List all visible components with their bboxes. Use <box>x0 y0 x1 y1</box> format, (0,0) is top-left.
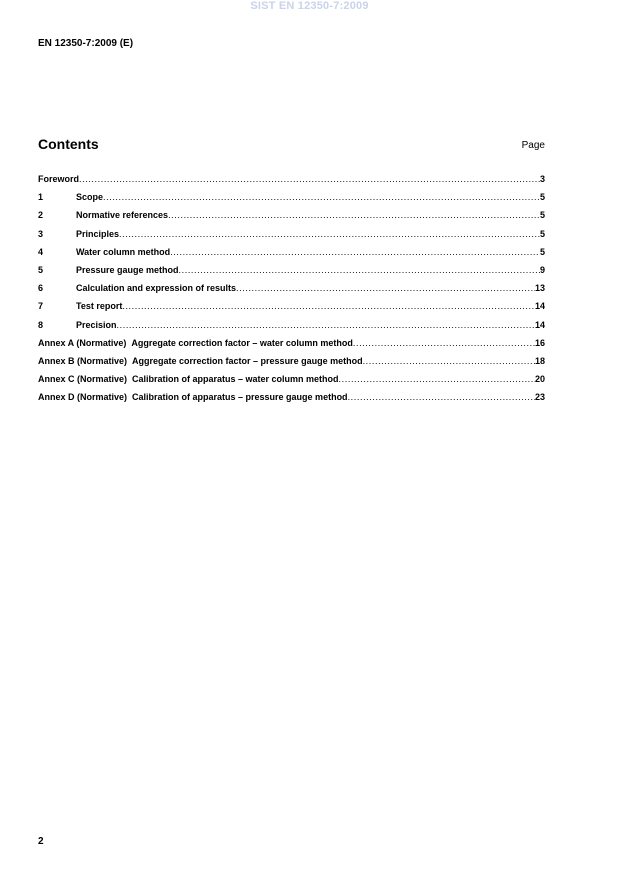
toc-entry-page: 9 <box>539 264 545 275</box>
toc-leader-dots <box>236 283 535 293</box>
toc-entry-title: Normative references <box>76 210 169 221</box>
toc-entry-annex[interactable] <box>38 356 545 374</box>
toc-entry-page: 3 <box>539 174 545 184</box>
toc-entry-number: 5 <box>38 264 44 275</box>
toc-entry-number: 7 <box>38 301 44 312</box>
toc-entry-section[interactable] <box>38 192 545 210</box>
toc-entry-title: Pressure gauge method <box>76 264 179 275</box>
toc-entry-title: Test report <box>76 301 123 312</box>
toc-entry-page: 20 <box>534 374 545 385</box>
toc-entry-title: Water column method <box>76 246 171 257</box>
toc-entry-page: 5 <box>539 210 545 221</box>
toc-leader-dots <box>179 265 540 275</box>
toc-entry-number: 4 <box>38 246 44 257</box>
toc-leader-dots <box>168 210 540 220</box>
toc-leader-dots <box>103 192 540 202</box>
toc-entry-annex[interactable] <box>38 374 545 392</box>
toc-entry-page: 16 <box>534 337 545 348</box>
page-number: 2 <box>38 836 44 847</box>
toc-annex-label: Annex B (Normative) <box>38 355 128 366</box>
toc-entry-title: Scope <box>76 192 104 203</box>
toc-annex-label: Annex D (Normative) <box>38 392 128 403</box>
toc-entry-annex[interactable] <box>38 338 545 356</box>
toc-entry-page: 14 <box>534 301 545 312</box>
toc-entry-page: 13 <box>534 283 545 294</box>
toc-leader-dots <box>170 247 540 257</box>
toc-entry-title: Aggregate correction factor – water column method <box>131 337 353 348</box>
toc-leader-dots <box>119 229 540 239</box>
toc-entry-section[interactable] <box>38 265 545 283</box>
toc-entry-title: Precision <box>76 319 117 330</box>
toc-entry-page: 5 <box>539 228 545 239</box>
toc-entry-section[interactable] <box>38 320 545 338</box>
toc-entry-page: 5 <box>539 192 545 203</box>
toc-entry-section[interactable] <box>38 247 545 265</box>
toc-entry-title: Calculation and expression of results <box>76 283 237 294</box>
toc-leader-dots <box>348 392 535 402</box>
toc-entry-title: Foreword <box>38 174 80 184</box>
watermark: SIST EN 12350-7:2009 <box>250 0 369 12</box>
toc-annex-label: Annex A (Normative) <box>38 337 127 348</box>
toc-entry-section[interactable] <box>38 283 545 301</box>
toc-leader-dots <box>122 301 535 311</box>
toc-entry-number: 1 <box>38 192 44 203</box>
toc-entry-section[interactable] <box>38 301 545 319</box>
toc-entry-page: 14 <box>534 319 545 330</box>
toc-entry-title: Aggregate correction factor – pressure gauge method <box>132 355 363 366</box>
toc-entry-title: Calibration of apparatus – pressure gauge method <box>132 392 348 403</box>
toc-leader-dots <box>363 356 535 366</box>
toc-entry-section[interactable] <box>38 229 545 247</box>
toc-entry-number: 6 <box>38 283 44 294</box>
contents-heading: Contents <box>38 136 99 152</box>
toc-entry-number: 8 <box>38 319 44 330</box>
toc-annex-label: Annex C (Normative) <box>38 374 128 385</box>
toc-entry-foreword[interactable] <box>38 174 545 192</box>
toc-entry-page: 23 <box>534 392 545 403</box>
page-column-label: Page <box>521 140 545 151</box>
toc-entry-number: 3 <box>38 228 44 239</box>
toc-entry-section[interactable] <box>38 210 545 228</box>
toc-entry-title: Principles <box>76 228 120 239</box>
toc-entry-title: Calibration of apparatus – water column method <box>132 374 339 385</box>
toc-leader-dots <box>353 338 535 348</box>
toc-leader-dots <box>79 174 540 184</box>
toc-entry-number: 2 <box>38 210 44 221</box>
table-of-contents <box>38 174 545 410</box>
toc-leader-dots <box>339 374 535 384</box>
toc-entry-annex[interactable] <box>38 392 545 410</box>
toc-entry-page: 5 <box>539 246 545 257</box>
document-id: EN 12350-7:2009 (E) <box>38 38 134 49</box>
toc-entry-page: 18 <box>534 355 545 366</box>
toc-leader-dots <box>117 320 535 330</box>
